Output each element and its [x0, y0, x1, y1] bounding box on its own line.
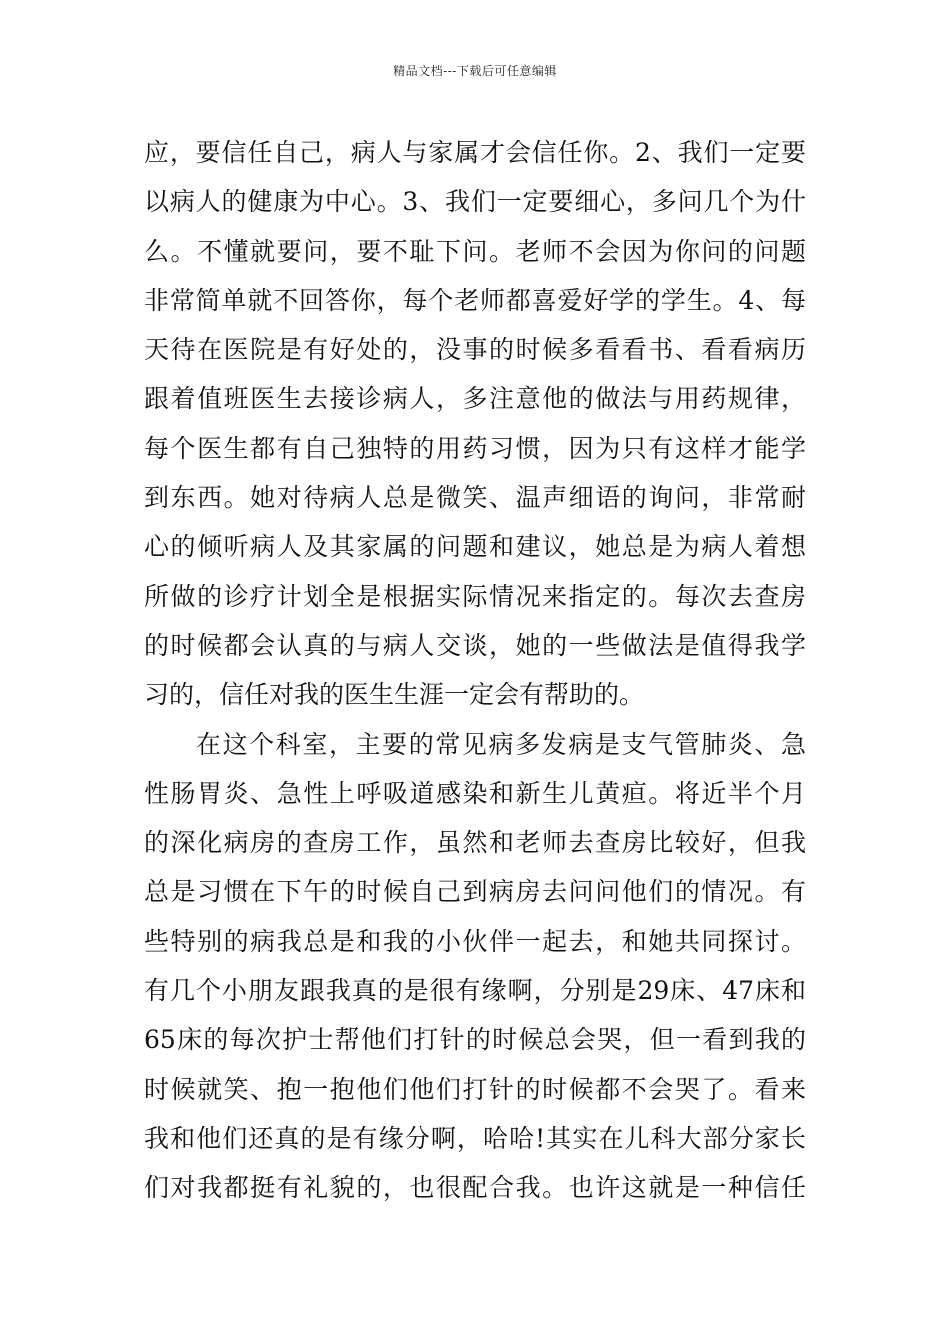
text-line: 些特别的病我总是和我的小伙伴一起去，和她共同探讨。 [144, 926, 806, 956]
text-line: 非常简单就不回答你，每个老师都喜爱好学的学生。4、每 [144, 285, 806, 315]
text-line: 我和他们还真的是有缘分啊，哈哈!其实在儿科大部分家长 [144, 1123, 806, 1153]
text-line: 跟着值班医生去接诊病人，多注意他的做法与用药规律， [144, 384, 806, 414]
text-line: 天待在医院是有好处的，没事的时候多看看书、看看病历 [144, 335, 806, 365]
text-line: 所做的诊疗计划全是根据实际情况来指定的。每次去查房 [144, 581, 806, 611]
text-line: 65床的每次护士帮他们打针的时候总会哭，但一看到我的 [144, 1025, 806, 1055]
document-body [144, 128, 806, 1213]
text-line: 么。不懂就要问，要不耻下问。老师不会因为你问的问题 [144, 236, 806, 266]
text-line: 应，要信任自己，病人与家属才会信任你。2、我们一定要 [144, 138, 806, 167]
paragraph-end-line: 习的，信任对我的医生生涯一定会有帮助的。 [144, 680, 645, 710]
text-line: 总是习惯在下午的时候自己到病房去问问他们的情况。有 [144, 877, 806, 907]
text-line: 到东西。她对待病人总是微笑、温声细语的询问，非常耐 [144, 483, 806, 513]
text-line: 时候就笑、抱一抱他们他们打针的时候都不会哭了。看来 [144, 1074, 806, 1104]
text-line: 以病人的健康为中心。3、我们一定要细心，多问几个为什 [144, 187, 806, 217]
text-line: 的时候都会认真的与病人交谈，她的一些做法是值得我学 [144, 630, 806, 660]
text-line: 每个医生都有自己独特的用药习惯，因为只有这样才能学 [144, 433, 806, 463]
text-line: 的深化病房的查房工作，虽然和老师去查房比较好，但我 [144, 828, 806, 858]
text-line: 心的倾听病人及其家属的问题和建议，她总是为病人着想 [144, 532, 806, 562]
paragraph-start-line: 在这个科室，主要的常见病多发病是支气管肺炎、急 [196, 729, 806, 759]
text-line: 性肠胃炎、急性上呼吸道感染和新生儿黄疸。将近半个月 [144, 778, 806, 808]
page-header: 精品文档---下载后可任意编辑 [393, 64, 557, 78]
text-line: 们对我都挺有礼貌的，也很配合我。也许这就是一种信任 [144, 1173, 806, 1203]
text-line: 有几个小朋友跟我真的是很有缘啊，分别是29床、47床和 [144, 976, 806, 1006]
